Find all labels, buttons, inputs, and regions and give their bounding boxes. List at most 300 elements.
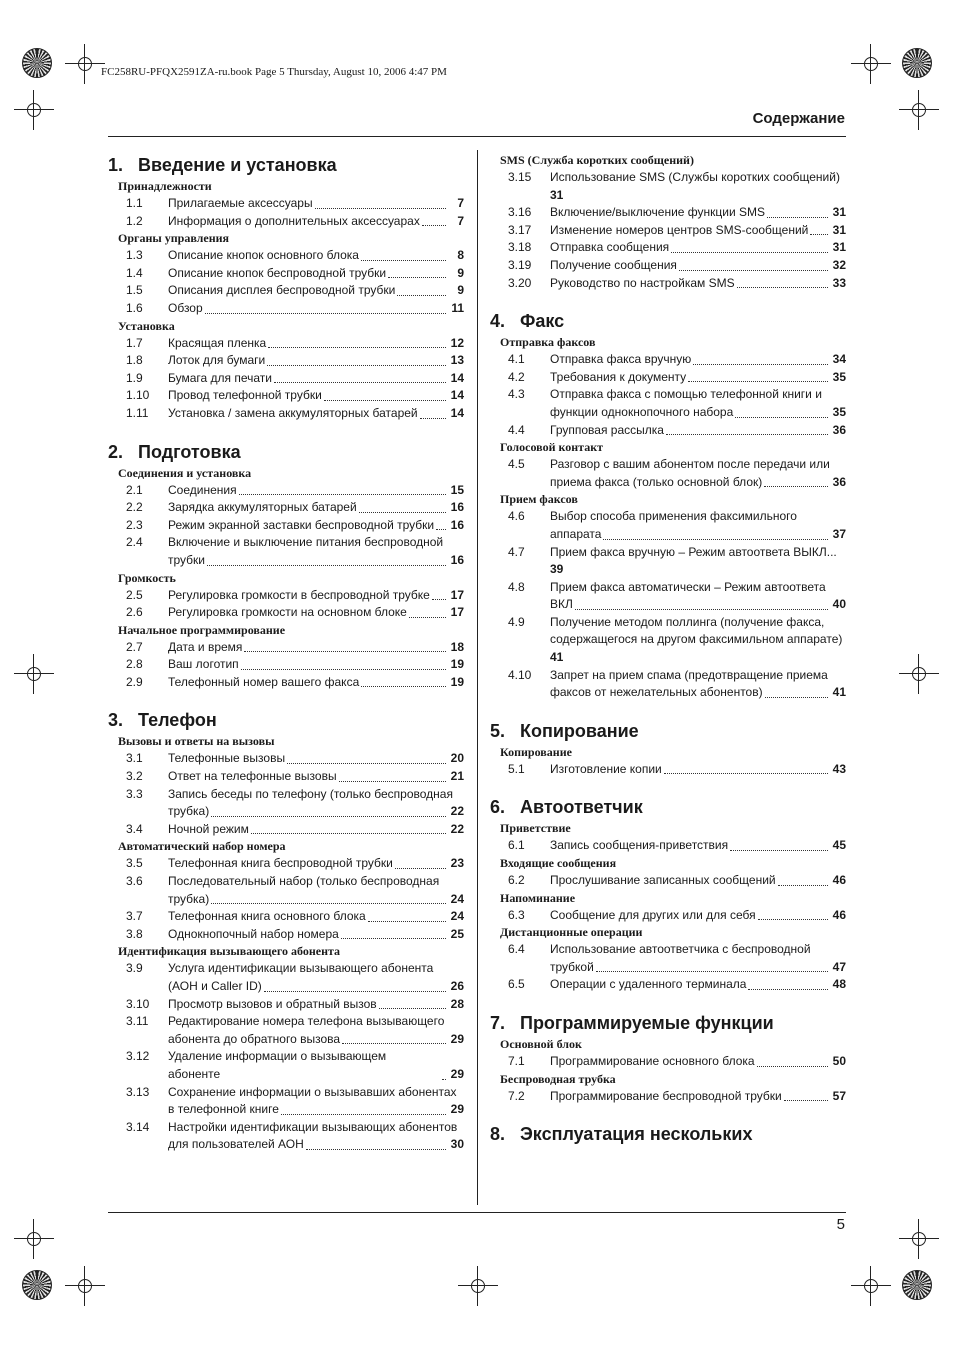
toc-entry[interactable] bbox=[108, 768, 464, 786]
leader-dots bbox=[361, 686, 446, 687]
entry-number: 3.6 bbox=[126, 874, 143, 889]
entry-line bbox=[550, 1053, 846, 1071]
page-ref[interactable]: 31 bbox=[550, 187, 564, 202]
page-ref[interactable]: 15 bbox=[450, 482, 464, 497]
leader-dots bbox=[693, 364, 828, 365]
toc-entry[interactable] bbox=[490, 351, 846, 369]
entry-label: Прослушивание записанных сообщений bbox=[550, 873, 776, 888]
entry-label: Требования к документу bbox=[550, 369, 687, 384]
entry-text bbox=[550, 544, 846, 579]
entry-number: 3.13 bbox=[126, 1084, 150, 1099]
entry-line bbox=[168, 265, 464, 283]
page-ref[interactable]: 29 bbox=[450, 1066, 464, 1081]
page-ref[interactable]: 29 bbox=[450, 1102, 464, 1117]
toc-category: Принадлежности bbox=[118, 179, 212, 193]
page-ref[interactable]: 35 bbox=[832, 369, 846, 384]
entry-label: Однокнопочный набор номера bbox=[168, 926, 339, 941]
leader-dots bbox=[671, 252, 828, 253]
toc-category: Приветствие bbox=[500, 821, 571, 836]
toc-entry[interactable] bbox=[108, 482, 464, 500]
toc-entry[interactable] bbox=[108, 352, 464, 370]
leader-dots bbox=[207, 565, 446, 566]
page-ref[interactable]: 47 bbox=[832, 959, 846, 974]
leader-dots bbox=[306, 1149, 446, 1150]
print-registration-circle bbox=[22, 48, 52, 78]
entry-number: 6.5 bbox=[508, 977, 525, 992]
page-ref[interactable]: 34 bbox=[832, 352, 846, 367]
entry-text bbox=[550, 222, 846, 240]
entry-number: 2.7 bbox=[126, 639, 143, 654]
toc-entry[interactable] bbox=[108, 282, 464, 300]
entry-line bbox=[168, 996, 464, 1014]
leader-dots bbox=[368, 921, 446, 922]
crosshair-mark bbox=[73, 1274, 97, 1298]
chapter-heading bbox=[108, 707, 464, 733]
entry-label: Прием факса автоматически – Режим автоответа bbox=[550, 579, 826, 594]
entry-label: Использование автоответчика с беспроводной bbox=[550, 942, 811, 957]
page-ref[interactable]: 41 bbox=[550, 650, 564, 665]
toc-entry[interactable] bbox=[490, 941, 846, 976]
toc-entry[interactable] bbox=[490, 508, 846, 543]
page-ref[interactable]: 29 bbox=[450, 1031, 464, 1046]
entry-number: 1.2 bbox=[126, 213, 143, 228]
entry-number: 3.15 bbox=[508, 170, 532, 184]
page-ref[interactable]: 33 bbox=[832, 275, 846, 290]
toc-category: Громкость bbox=[118, 570, 176, 585]
page-ref[interactable]: 22 bbox=[450, 821, 464, 836]
entry-text bbox=[168, 855, 464, 873]
entry-label: Лоток для бумаги bbox=[168, 353, 266, 368]
entry-label: Отправка факса вручную bbox=[550, 352, 692, 367]
entry-line bbox=[550, 596, 846, 614]
entry-text bbox=[168, 750, 464, 768]
entry-number: 3.4 bbox=[126, 821, 143, 836]
chapter-title: Телефон bbox=[138, 710, 217, 731]
entry-label: Последовательный набор (только беспроводная bbox=[168, 874, 440, 889]
toc-entry[interactable] bbox=[490, 1088, 846, 1106]
entry-label: Запись сообщения-приветствия bbox=[550, 838, 729, 853]
entry-line bbox=[550, 204, 846, 222]
toc-entry[interactable] bbox=[490, 614, 846, 667]
page-ref[interactable]: 39 bbox=[550, 562, 564, 577]
toc-entry[interactable] bbox=[108, 247, 464, 265]
page-ref[interactable]: 9 bbox=[457, 283, 464, 298]
entry-label: аппарата bbox=[550, 526, 602, 541]
entry-text bbox=[168, 656, 464, 674]
toc-entry[interactable] bbox=[108, 335, 464, 353]
leader-dots bbox=[251, 833, 446, 834]
entry-number: 1.6 bbox=[126, 300, 143, 315]
page-ref[interactable]: 16 bbox=[450, 500, 464, 515]
entry-text bbox=[168, 247, 464, 265]
page-ref[interactable]: 19 bbox=[450, 657, 464, 672]
entry-number: 3.19 bbox=[508, 257, 532, 272]
chapter-title: Введение и установка bbox=[138, 155, 337, 175]
toc-entry[interactable] bbox=[108, 908, 464, 926]
chapter-title: Факс bbox=[520, 311, 565, 332]
entry-text bbox=[550, 667, 846, 702]
entry-number: 4.7 bbox=[508, 544, 525, 559]
toc-category: Беспроводная трубка bbox=[500, 1071, 616, 1086]
toc-entry[interactable] bbox=[490, 386, 846, 421]
page-ref[interactable]: 14 bbox=[450, 405, 464, 420]
toc-entry[interactable] bbox=[108, 960, 464, 995]
entry-label: факсов от нежелательных абонентов) bbox=[550, 685, 763, 700]
entry-text bbox=[550, 386, 846, 421]
toc-entry[interactable] bbox=[108, 656, 464, 674]
page-ref[interactable]: 28 bbox=[450, 996, 464, 1011]
page-ref[interactable]: 57 bbox=[832, 1088, 846, 1103]
entry-number: 6.3 bbox=[508, 907, 525, 922]
toc-entry[interactable] bbox=[490, 837, 846, 855]
toc-entry[interactable] bbox=[490, 239, 846, 257]
entry-text bbox=[168, 405, 464, 423]
chapter-heading bbox=[490, 1121, 846, 1147]
entry-line bbox=[168, 855, 464, 873]
entry-line bbox=[550, 422, 846, 440]
entry-line bbox=[550, 976, 846, 994]
entry-text bbox=[550, 1088, 846, 1106]
entry-line bbox=[168, 335, 464, 353]
entry-number: 1.8 bbox=[126, 353, 143, 368]
entry-line bbox=[168, 195, 464, 213]
toc-entry[interactable] bbox=[490, 169, 846, 204]
crosshair-mark bbox=[22, 98, 46, 122]
entry-label: Описание кнопок беспроводной трубки bbox=[168, 265, 387, 280]
entry-number: 4.10 bbox=[508, 667, 532, 682]
toc-entry[interactable] bbox=[490, 456, 846, 491]
toc-entry[interactable] bbox=[108, 855, 464, 873]
toc-right-column bbox=[490, 152, 846, 1147]
entry-text bbox=[550, 976, 846, 994]
entry-number: 2.5 bbox=[126, 587, 143, 602]
entry-line bbox=[550, 1088, 846, 1106]
entry-text bbox=[168, 534, 464, 569]
entry-line bbox=[168, 639, 464, 657]
entry-number: 3.5 bbox=[126, 856, 143, 871]
page-ref[interactable]: 12 bbox=[450, 335, 464, 350]
toc-entry[interactable] bbox=[490, 976, 846, 994]
leader-dots bbox=[341, 938, 446, 939]
page-ref[interactable]: 17 bbox=[450, 587, 464, 602]
section-title: Содержание bbox=[752, 110, 845, 127]
chapter-heading bbox=[490, 1010, 846, 1036]
entry-line bbox=[168, 552, 464, 570]
toc-entry[interactable] bbox=[108, 1013, 464, 1048]
page-ref[interactable]: 31 bbox=[832, 222, 846, 237]
page-ref[interactable]: 41 bbox=[832, 685, 846, 700]
entry-label: Изготовление копии bbox=[550, 761, 662, 776]
entry-label: Руководство по настройкам SMS bbox=[550, 275, 735, 290]
toc-category: Голосовой контакт bbox=[500, 440, 604, 455]
entry-label: приема факса (только основной блок) bbox=[550, 474, 763, 489]
chapter-number: 8. bbox=[490, 1124, 506, 1145]
entry-line bbox=[168, 352, 464, 370]
chapter-heading bbox=[108, 152, 464, 178]
page-ref[interactable]: 24 bbox=[450, 891, 464, 906]
entry-number: 3.12 bbox=[126, 1049, 150, 1064]
page-ref[interactable]: 35 bbox=[832, 404, 846, 419]
toc-entry[interactable] bbox=[490, 222, 846, 240]
page-ref[interactable]: 46 bbox=[832, 873, 846, 888]
entry-text bbox=[168, 300, 464, 318]
entry-line bbox=[550, 837, 846, 855]
entry-text bbox=[168, 482, 464, 500]
leader-dots bbox=[436, 529, 446, 530]
entry-label: Телефонная книга беспроводной трубки bbox=[168, 856, 393, 871]
page-ref[interactable]: 8 bbox=[457, 248, 464, 263]
leader-dots bbox=[778, 885, 828, 886]
entry-line bbox=[168, 656, 464, 674]
page-ref[interactable]: 20 bbox=[450, 751, 464, 766]
page-ref[interactable]: 31 bbox=[832, 240, 846, 255]
entry-text bbox=[168, 960, 464, 995]
entry-label: Запись беседы по телефону (только беспроводная bbox=[168, 786, 453, 801]
entry-line bbox=[550, 222, 846, 240]
file-info-line: FC258RU-PFQX2591ZA-ru.book Page 5 Thursday, August 10, 2006 4:47 PM bbox=[101, 66, 447, 78]
toc-entry[interactable] bbox=[490, 369, 846, 387]
entry-number: 2.8 bbox=[126, 657, 143, 672]
entry-text bbox=[168, 282, 464, 300]
entry-label: Провод телефонной трубки bbox=[168, 388, 322, 403]
entry-label: Настройки идентификации вызывающих абонентов bbox=[168, 1119, 458, 1134]
toc-entry[interactable] bbox=[490, 667, 846, 702]
page-ref[interactable]: 50 bbox=[832, 1054, 846, 1068]
entry-line bbox=[550, 275, 846, 293]
entry-number: 3.10 bbox=[126, 996, 150, 1011]
page-ref[interactable]: 26 bbox=[450, 979, 464, 993]
entry-text bbox=[168, 674, 464, 692]
entry-line bbox=[168, 604, 464, 622]
entry-text bbox=[550, 614, 846, 667]
leader-dots bbox=[211, 816, 446, 817]
page-ref[interactable]: 30 bbox=[450, 1137, 464, 1152]
entry-text bbox=[550, 907, 846, 925]
page-ref[interactable]: 16 bbox=[450, 517, 464, 532]
entry-line bbox=[550, 351, 846, 369]
entry-number: 3.7 bbox=[126, 909, 143, 924]
entry-text bbox=[550, 761, 846, 779]
entry-label: Прилагаемые аксессуары bbox=[168, 196, 313, 210]
entry-number: 3.20 bbox=[508, 275, 532, 290]
entry-label: ВКЛ bbox=[550, 597, 573, 612]
toc-entry[interactable] bbox=[108, 195, 464, 213]
page-number: 5 bbox=[836, 1216, 845, 1233]
crosshair-mark bbox=[73, 52, 97, 76]
entry-number: 3.3 bbox=[126, 786, 143, 801]
entry-text bbox=[168, 265, 464, 283]
toc-entry[interactable] bbox=[490, 579, 846, 614]
entry-number: 1.5 bbox=[126, 283, 143, 298]
toc-entry[interactable] bbox=[108, 370, 464, 388]
entry-label: Зарядка аккумуляторных батарей bbox=[168, 500, 357, 515]
page-ref[interactable]: 31 bbox=[832, 205, 846, 220]
leader-dots bbox=[688, 381, 828, 382]
page-ref[interactable]: 14 bbox=[450, 388, 464, 403]
page-ref[interactable]: 45 bbox=[832, 838, 846, 853]
toc-entry[interactable] bbox=[490, 544, 846, 579]
entry-line bbox=[168, 499, 464, 517]
chapter-heading bbox=[490, 308, 846, 334]
toc-entry[interactable] bbox=[108, 873, 464, 908]
entry-line bbox=[168, 1101, 464, 1119]
entry-label: Бумага для печати bbox=[168, 370, 272, 385]
toc-entry[interactable] bbox=[108, 674, 464, 692]
crosshair-mark bbox=[466, 1274, 490, 1298]
leader-dots bbox=[420, 418, 446, 419]
toc-entry[interactable] bbox=[108, 1119, 464, 1154]
page-ref[interactable]: 24 bbox=[450, 909, 464, 924]
entry-label: Получение сообщения bbox=[550, 257, 677, 272]
page-ref[interactable]: 22 bbox=[450, 804, 464, 819]
page-ref[interactable]: 43 bbox=[832, 761, 846, 776]
toc-category: Соединения и установка bbox=[118, 465, 252, 480]
entry-text bbox=[550, 941, 846, 976]
entry-label: Программирование беспроводной трубки bbox=[550, 1088, 782, 1103]
toc-entry[interactable] bbox=[108, 926, 464, 944]
entry-number: 1.3 bbox=[126, 248, 143, 263]
page-ref[interactable]: 48 bbox=[832, 977, 846, 992]
entry-label: трубка) bbox=[168, 804, 210, 819]
entry-line bbox=[168, 370, 464, 388]
entry-line bbox=[550, 684, 846, 702]
entry-label: Операции с удаленного терминала bbox=[550, 977, 747, 992]
page-ref[interactable]: 46 bbox=[832, 907, 846, 922]
toc-entry[interactable] bbox=[108, 639, 464, 657]
entry-number: 2.1 bbox=[126, 482, 143, 497]
entry-line bbox=[168, 1031, 464, 1049]
entry-label: Телефонная книга основного блока bbox=[168, 909, 366, 924]
page-ref[interactable]: 32 bbox=[832, 257, 846, 272]
page-ref[interactable]: 25 bbox=[450, 926, 464, 941]
toc-entry[interactable] bbox=[108, 300, 464, 318]
page-ref[interactable]: 40 bbox=[832, 597, 846, 612]
entry-label: (АОН и Caller ID) bbox=[168, 979, 262, 993]
toc-entry[interactable] bbox=[490, 761, 846, 779]
entry-line bbox=[550, 404, 846, 422]
toc-entry[interactable] bbox=[490, 872, 846, 890]
leader-dots bbox=[730, 850, 828, 851]
page-ref[interactable]: 11 bbox=[451, 300, 464, 315]
chapter-number: 3. bbox=[108, 710, 124, 731]
page-ref[interactable]: 37 bbox=[832, 526, 846, 541]
entry-label: Использование SMS (Службы коротких сообщений) bbox=[550, 170, 840, 184]
page-ref[interactable]: 36 bbox=[832, 422, 846, 437]
entry-line bbox=[550, 761, 846, 779]
page-ref[interactable]: 21 bbox=[450, 769, 464, 784]
entry-text bbox=[168, 604, 464, 622]
toc-entry[interactable] bbox=[108, 534, 464, 569]
entry-label: Ночной режим bbox=[168, 821, 249, 836]
toc-entry[interactable] bbox=[108, 821, 464, 839]
toc-entry[interactable] bbox=[108, 1048, 464, 1083]
toc-entry[interactable] bbox=[108, 517, 464, 535]
entry-number: 2.9 bbox=[126, 674, 143, 689]
page-ref[interactable]: 19 bbox=[450, 674, 464, 689]
entry-label: Включение/выключение функции SMS bbox=[550, 205, 766, 220]
entry-number: 1.1 bbox=[126, 196, 143, 210]
entry-line bbox=[550, 257, 846, 275]
entry-label: Ответ на телефонные вызовы bbox=[168, 769, 337, 784]
entry-number: 4.1 bbox=[508, 352, 525, 367]
entry-number: 7.1 bbox=[508, 1054, 525, 1068]
entry-text bbox=[168, 213, 464, 231]
entry-line bbox=[168, 387, 464, 405]
page-ref[interactable]: 36 bbox=[832, 474, 846, 489]
page-ref[interactable]: 13 bbox=[450, 353, 464, 368]
entry-label: Получение методом поллинга (получение факса, bbox=[550, 614, 825, 629]
entry-text bbox=[550, 456, 846, 491]
page-ref[interactable]: 9 bbox=[457, 265, 464, 280]
entry-text bbox=[550, 257, 846, 275]
entry-line bbox=[168, 282, 464, 300]
page-ref[interactable]: 7 bbox=[457, 213, 464, 228]
toc-entry[interactable] bbox=[490, 257, 846, 275]
page-ref[interactable]: 17 bbox=[450, 605, 464, 620]
entry-line bbox=[168, 978, 464, 996]
leader-dots bbox=[239, 494, 446, 495]
page-ref[interactable]: 16 bbox=[450, 552, 464, 567]
entry-text bbox=[550, 422, 846, 440]
toc-entry[interactable] bbox=[108, 213, 464, 231]
toc-category: Прием факсов bbox=[500, 492, 578, 507]
page-ref[interactable]: 7 bbox=[457, 196, 464, 210]
entry-text bbox=[168, 639, 464, 657]
toc-entry[interactable] bbox=[108, 750, 464, 768]
entry-line bbox=[168, 482, 464, 500]
print-registration-circle bbox=[902, 1270, 932, 1300]
entry-text bbox=[550, 204, 846, 222]
entry-line bbox=[550, 239, 846, 257]
leader-dots bbox=[268, 347, 446, 348]
toc-entry[interactable] bbox=[108, 996, 464, 1014]
leader-dots bbox=[395, 868, 446, 869]
page-ref[interactable]: 14 bbox=[450, 370, 464, 385]
entry-text bbox=[550, 508, 846, 543]
leader-dots bbox=[281, 1114, 446, 1115]
chapter-number: 5. bbox=[490, 720, 506, 741]
toc-entry[interactable] bbox=[490, 422, 846, 440]
toc-entry[interactable] bbox=[108, 604, 464, 622]
chapter-title: Автоответчик bbox=[520, 797, 643, 818]
page-ref[interactable]: 18 bbox=[450, 639, 464, 654]
print-registration-circle bbox=[902, 48, 932, 78]
toc-entry[interactable] bbox=[108, 786, 464, 821]
crosshair-mark bbox=[859, 52, 883, 76]
toc-entry[interactable] bbox=[108, 387, 464, 405]
toc-entry[interactable] bbox=[108, 405, 464, 423]
entry-line bbox=[168, 891, 464, 909]
toc-entry[interactable] bbox=[108, 499, 464, 517]
toc-entry[interactable] bbox=[490, 907, 846, 925]
toc-category: Отправка факсов bbox=[500, 335, 596, 350]
entry-text bbox=[168, 1084, 464, 1119]
toc-entry[interactable] bbox=[490, 1053, 846, 1071]
toc-entry[interactable] bbox=[490, 204, 846, 222]
entry-text bbox=[168, 908, 464, 926]
leader-dots bbox=[264, 991, 446, 992]
toc-entry[interactable] bbox=[490, 275, 846, 293]
page-ref[interactable]: 23 bbox=[450, 856, 464, 871]
toc-entry[interactable] bbox=[108, 1084, 464, 1119]
toc-entry[interactable] bbox=[108, 587, 464, 605]
toc-entry[interactable] bbox=[108, 265, 464, 283]
crosshair-mark bbox=[907, 662, 931, 686]
entry-text bbox=[168, 195, 464, 213]
entry-label: Дата и время bbox=[168, 639, 243, 654]
leader-dots bbox=[758, 919, 828, 920]
entry-text bbox=[168, 352, 464, 370]
